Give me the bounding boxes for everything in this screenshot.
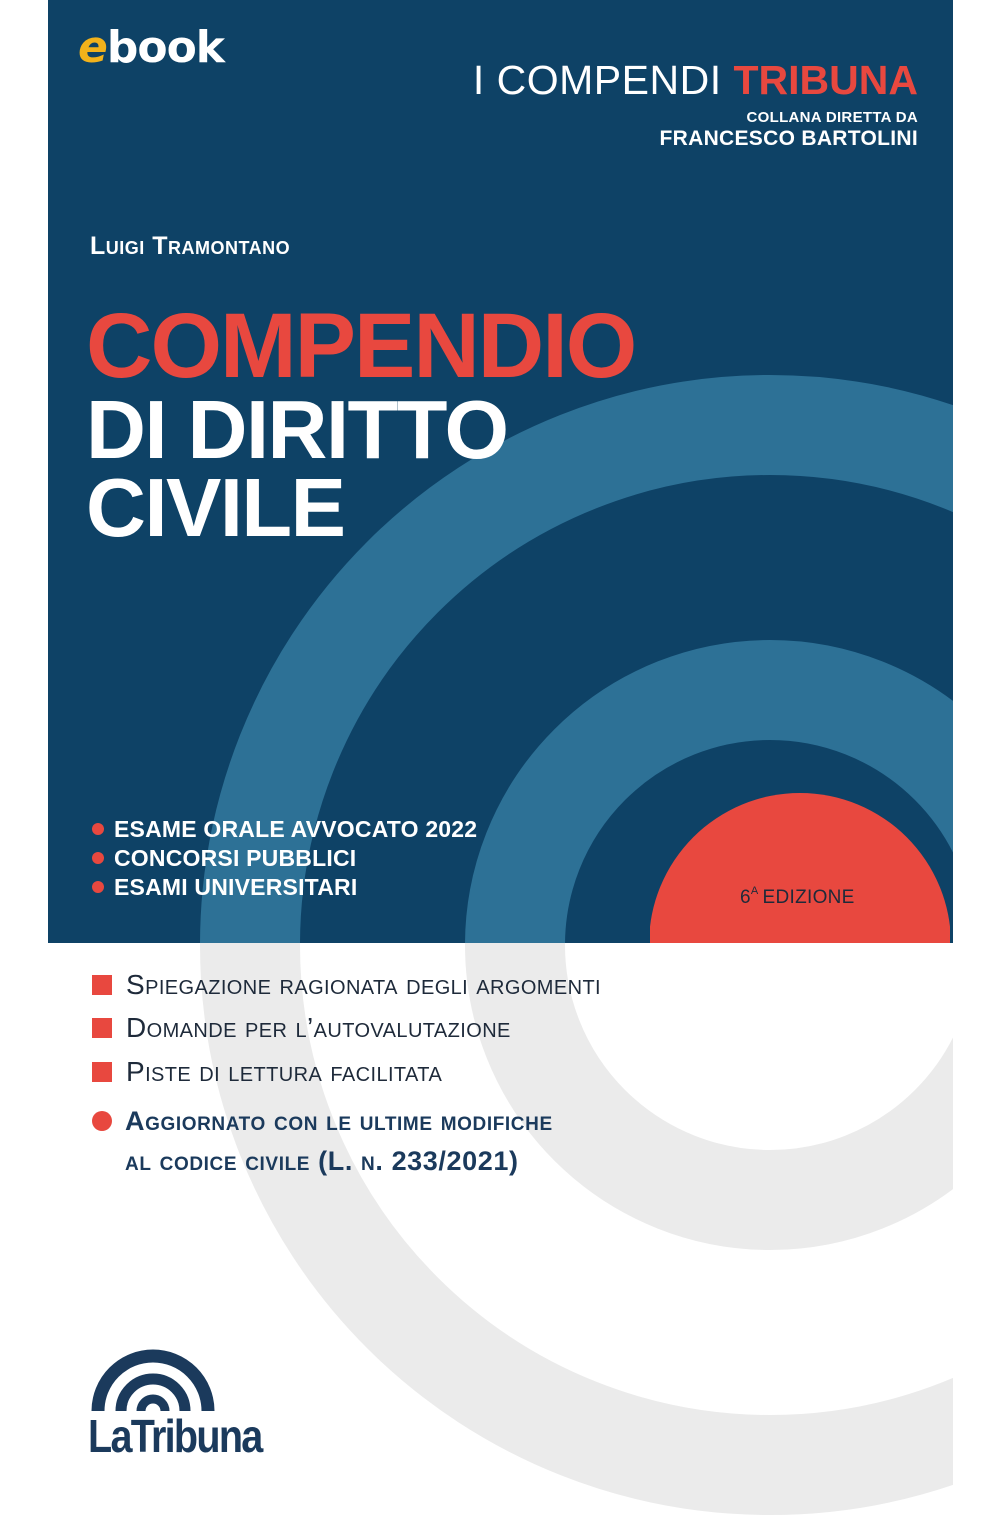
edition-number: 6 xyxy=(740,887,751,908)
ebook-logo-e: e xyxy=(78,22,107,73)
target-label: ESAMI UNIVERSITARI xyxy=(114,873,358,900)
ebook-logo xyxy=(78,22,225,73)
bullet-dot-icon xyxy=(92,881,104,893)
feature-label: Domande per l’autovalutazione xyxy=(126,1012,511,1043)
edition-label xyxy=(740,885,855,908)
bullet-square-icon xyxy=(92,1062,112,1082)
series-title xyxy=(472,57,918,103)
edition-badge xyxy=(650,791,950,943)
edition-badge-shape xyxy=(650,791,950,943)
feature-item xyxy=(92,1013,511,1043)
target-item xyxy=(92,845,356,871)
bullet-dot-icon xyxy=(92,852,104,864)
bullet-dot-icon xyxy=(92,1111,112,1131)
book-title-line-3: CIVILE xyxy=(86,461,345,554)
feature-label: Spiegazione ragionata degli argomenti xyxy=(126,969,602,1000)
feature-item xyxy=(92,1057,442,1087)
author-name: Luigi Tramontano xyxy=(90,232,291,260)
publisher-logo xyxy=(88,1345,318,1465)
series-prefix: I COMPENDI xyxy=(472,57,722,103)
series-director-label: COLLANA DIRETTA DA xyxy=(746,109,918,126)
update-note-line-1: Aggiornato con le ultime modifiche xyxy=(125,1106,553,1136)
feature-label: Piste di lettura facilitata xyxy=(126,1056,443,1087)
target-label: CONCORSI PUBBLICI xyxy=(114,844,357,871)
edition-word: EDIZIONE xyxy=(762,887,855,908)
book-title-line-1: COMPENDIO xyxy=(86,295,636,397)
ebook-logo-rest: book xyxy=(106,22,225,73)
target-item xyxy=(92,816,477,842)
bullet-square-icon xyxy=(92,1018,112,1038)
publisher-arches-icon xyxy=(88,1345,218,1411)
bullet-dot-icon xyxy=(92,823,104,835)
edition-superscript: A xyxy=(750,885,759,897)
target-label: ESAME ORALE AVVOCATO 2022 xyxy=(114,815,478,842)
update-note-line-2: al codice civile (L. n. 233/2021) xyxy=(125,1146,519,1176)
book-title-line-2: DI DIRITTO xyxy=(86,383,508,476)
series-accent: TRIBUNA xyxy=(733,57,918,103)
series-director-name: FRANCESCO BARTOLINI xyxy=(659,127,918,150)
bullet-square-icon xyxy=(92,975,112,995)
feature-item xyxy=(92,970,601,1000)
publisher-name: LaTribuna xyxy=(88,1410,262,1462)
target-item xyxy=(92,874,357,900)
